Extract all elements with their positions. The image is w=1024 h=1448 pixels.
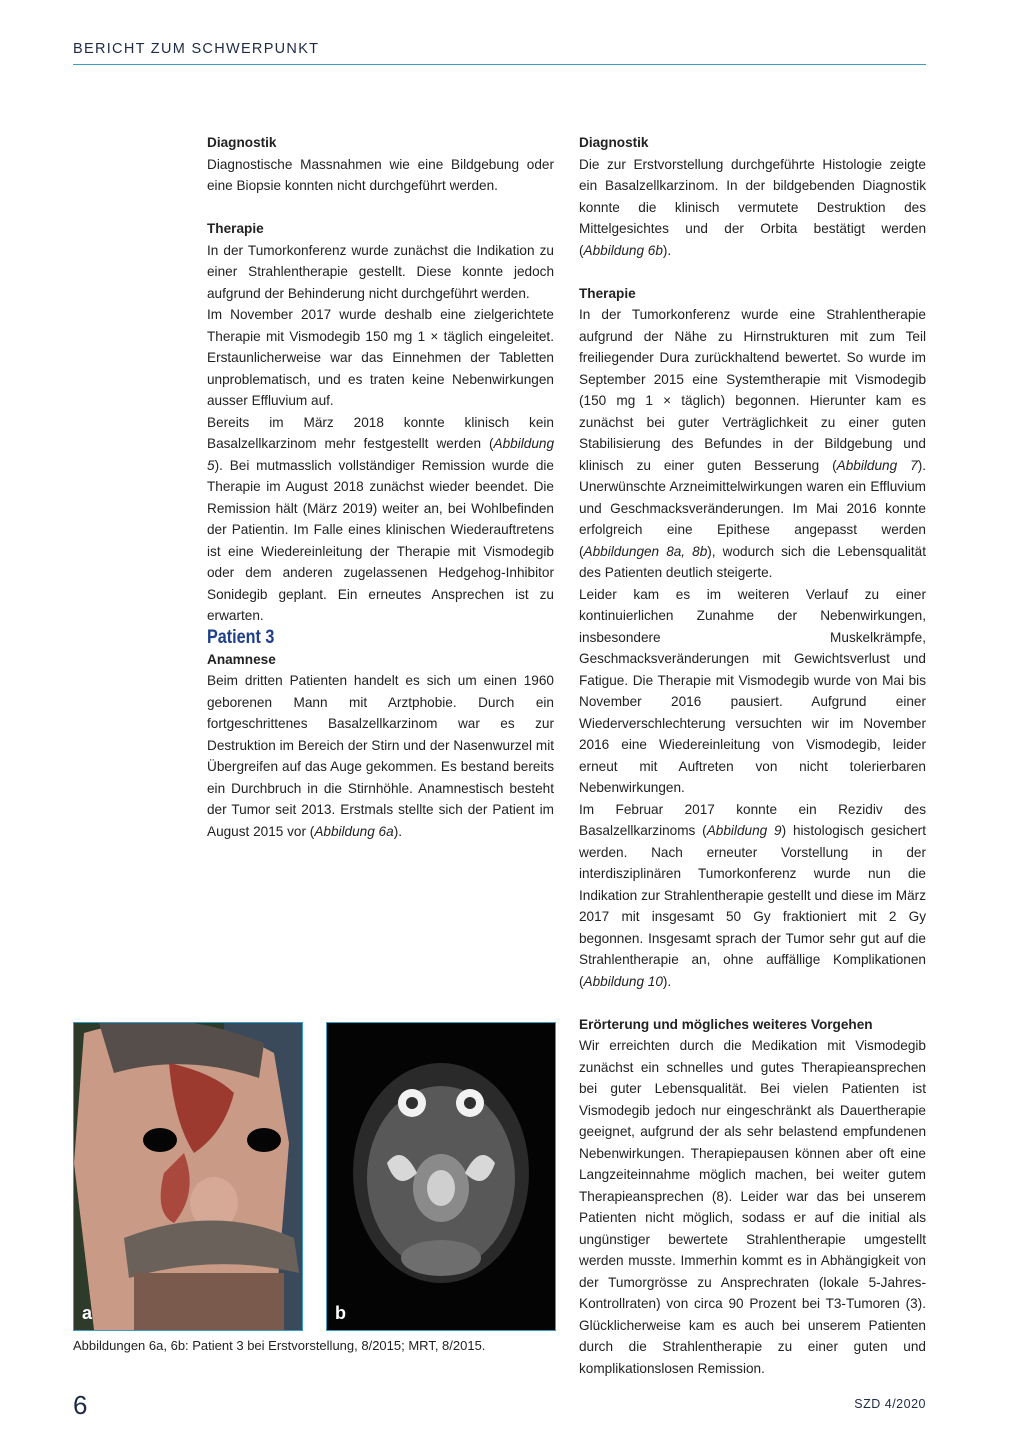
issue-label: SZD 4/2020: [854, 1397, 926, 1411]
page-number: 6: [73, 1390, 88, 1420]
figure-reference: Abbildung 10: [583, 973, 663, 989]
figure-reference: Abbildung 5: [207, 436, 554, 473]
figure-reference: Abbildung 6b: [583, 242, 663, 258]
heading-anamnese: Anamnese: [207, 651, 276, 667]
figure-reference: Abbildungen 8a, 8b: [583, 543, 708, 559]
paragraph: Wir erreichten durch die Medikation mit Vismodegib zunächst ein schnelles und gutes Therapieansprechen bei guter Lebensqualität. Bei vielen Patienten ist Vismodegib jedoch nur eingeschränkt als Dauertherapie geeignet, aufgrund der als sehr belastend empfundenen Nebenwirkungen. Therapiepausen können aber oft eine Langzeiteinnahme möglich machen, bei weiter gutem Therapieansprechen (8). Leider war das bei unserem Patienten nicht möglich, sodass er auf die initial als ungünstiger bewertete Strahlentherapie umgestellt werden musste. Immerhin kommt es in Abhängigkeit von der Tumorgrösse zu Ansprechraten (lokale 5-Jahres-Kontrollraten) von circa 90 Prozent bei T3-Tumoren (3). Glücklicherweise kam es auch bei unserem Patienten durch die Strahlentherapie zu einer guten und komplikationslosen Remission.: [579, 1038, 926, 1376]
mri-scan-image: [327, 1023, 555, 1330]
running-title: BERICHT ZUM SCHWERPUNKT: [73, 41, 320, 57]
figure-reference: Abbildung 9: [706, 823, 782, 838]
paragraph: Beim dritten Patienten handelt es sich um einen 1960 geborenen Mann mit Arztphobie. Durch ein fortgeschrittenes Basalzellkarzinom war es zur Destruktion im Bereich der Stirn und der Nasenwurzel mit Übergreifen auf das Auge gekommen. Es bestand bereits ein Durchbruch in die Stirnhöhle. Anamnestisch besteht der Tumor seit 2013. Erstmals stellte sich der Patient im August 2015 vor (Abbildung 6a).: [207, 673, 554, 839]
figure-label-b: b: [335, 1303, 346, 1323]
heading-diagnostik: Diagnostik: [579, 135, 649, 150]
paragraph: Die zur Erstvorstellung durchgeführte Histologie zeigte ein Basalzellkarzinom. In der bildgebenden Diagnostik konnte die klinisch vermutete Destruktion des Mittelgesichtes und der Orbita bestätigt werden (Abbildung 6b).: [579, 156, 926, 258]
patient-face-photo: [74, 1023, 302, 1330]
figure-reference: Abbildung 7: [836, 457, 918, 473]
figure-6b-mri: [326, 1022, 556, 1331]
paragraph: In der Tumorkonferenz wurde eine Strahlentherapie aufgrund der Nähe zu Hirnstrukturen mit zum Teil freiliegender Dura zurückhaltend bewertet. So wurde im September 2015 eine Systemtherapie mit Vismodegib (150 mg 1 × täglich) begonnen. Hierunter kam es zunächst bei guter Verträglichkeit zu einer guten Stabilisierung des Befundes in der Bildgebung und klinisch zu einer guten Besserung (Abbildung 7). Unerwünschte Arzneimittelwirkungen waren ein Effluvium und Geschmacksveränderungen. Im Mai 2016 konnte erfolgreich eine Epithese angepasst werden (Abbildungen 8a, 8b), wodurch sich die Lebensqualität des Patienten deutlich steigerte.: [579, 307, 926, 580]
figure-reference: Abbildung 6a: [314, 823, 394, 839]
paragraph: Im November 2017 wurde deshalb eine zielgerichtete Therapie mit Vismodegib 150 mg 1 × täglich eingeleitet. Erstaunlicherweise war das Einnehmen der Tabletten unproblematisch, und es traten keine Nebenwirkungen ausser Effluvium auf.: [207, 307, 554, 408]
paragraph: Im Februar 2017 konnte ein Rezidiv des Basalzellkarzinoms (Abbildung 9) histologisch gesichert werden. Nach erneuter Vorstellung in der interdisziplinären Tumorkonferenz wurde nun die Indikation zur Strahlentherapie gestellt und diese im März 2017 mit insgesamt 50 Gy fraktioniert mit 2 Gy begonnen. Insgesamt sprach der Tumor sehr gut auf die Strahlentherapie an, ohne auffällige Komplikationen (Abbildung 10).: [579, 801, 926, 989]
left-column: [207, 132, 554, 842]
heading-therapie: Therapie: [579, 285, 636, 301]
heading-diagnostik: Diagnostik: [207, 135, 277, 150]
paragraph: Diagnostische Massnahmen wie eine Bildgebung oder eine Biopsie konnten nicht durchgeführt werden.: [207, 156, 554, 193]
figure-caption: Abbildungen 6a, 6b: Patient 3 bei Erstvorstellung, 8/2015; MRT, 8/2015.: [73, 1338, 486, 1353]
right-column: [579, 132, 926, 1379]
heading-eroerterung: Erörterung und mögliches weiteres Vorgehen: [579, 1016, 873, 1032]
figure-label-a: a: [82, 1303, 93, 1323]
section-title-patient-3: Patient 3: [207, 626, 275, 648]
running-header: [73, 40, 926, 65]
paragraph: Bereits im März 2018 konnte klinisch kein Basalzellkarzinom mehr festgestellt werden (Abbildung 5). Bei mutmasslich vollständiger Remission wurde die Therapie im August 2018 zunächst wieder beendet. Die Remission hält (März 2019) weiter an, bei Wohlbefinden der Patientin. Im Falle eines klinischen Wiederauftretens ist eine Wiedereinleitung der Therapie mit Vismodegib oder dem anderen zugelassenen Hedgehog-Inhibitor Sonidegib geplant. Ein erneutes Ansprechen ist zu erwarten.: [207, 414, 554, 623]
paragraph: In der Tumorkonferenz wurde zunächst die Indikation zu einer Strahlentherapie gestellt. Diese konnte jedoch aufgrund der Behinderung nicht durchgeführt werden.: [207, 242, 554, 301]
heading-therapie: Therapie: [207, 221, 264, 236]
paragraph: Leider kam es im weiteren Verlauf zu einer kontinuierlichen Zunahme der Nebenwirkungen, insbesondere Muskelkrämpfe, Geschmacksveränderungen mit Gewichtsverlust und Fatigue. Die Therapie mit Vismodegib wurde von Mai bis November 2016 pausiert. Aufgrund einer Wiederverschlechterung versuchten wir im November 2016 eine Wiedereinleitung von Vismodegib, leider erneut mit Auftreten von nicht tolerierbaren Nebenwirkungen.: [579, 586, 926, 795]
figure-6a-photo: [73, 1022, 303, 1331]
